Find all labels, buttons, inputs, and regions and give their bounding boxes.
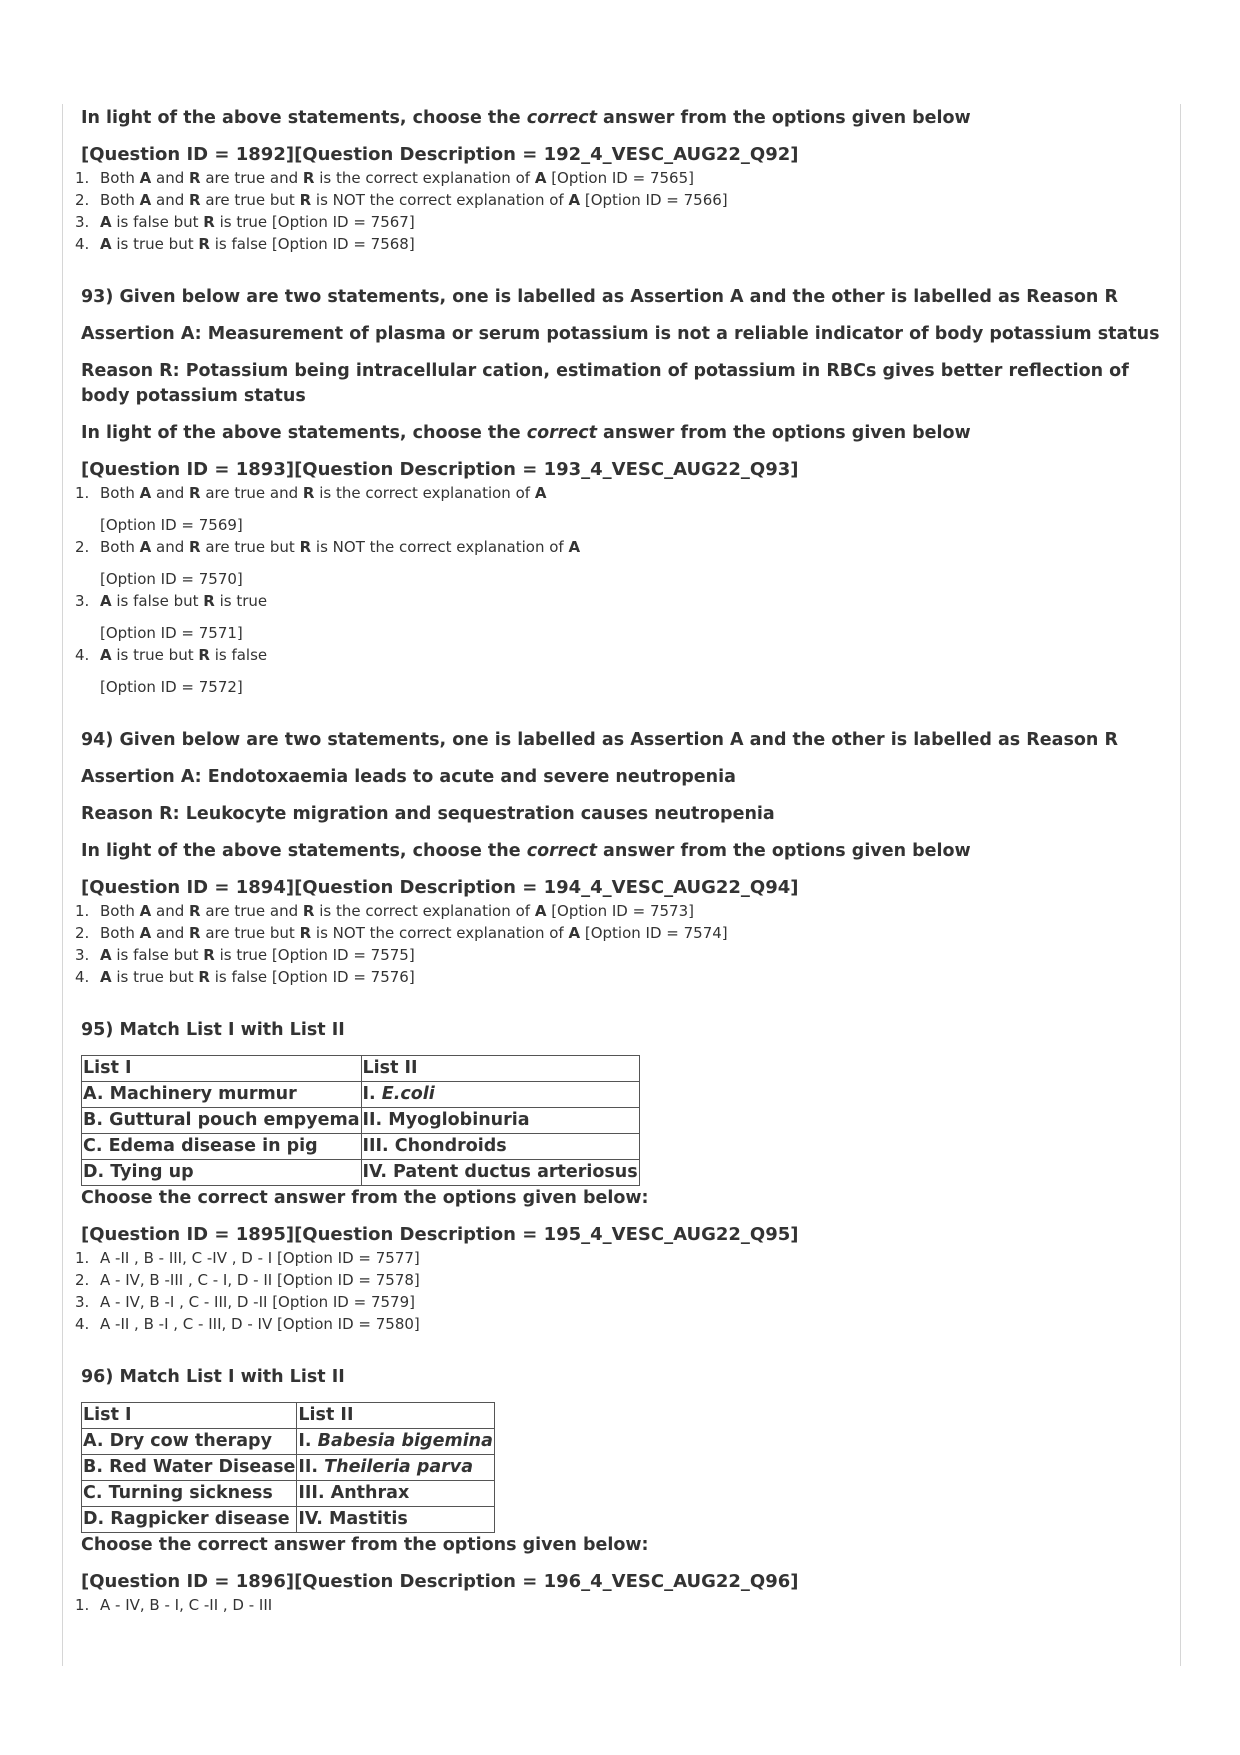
right-page-border [1180, 104, 1181, 1666]
table-cell: B. Guttural pouch empyema [82, 1108, 362, 1134]
table-cell: C. Turning sickness [82, 1481, 297, 1507]
question-heading: 95) Match List I with List II [81, 1020, 345, 1040]
table-cell: IV. Mastitis [297, 1507, 495, 1533]
question-id-line: [Question ID = 1893][Question Description = 193_4_VESC_AUG22_Q93] [81, 459, 799, 480]
question-95 [75, 1018, 1165, 1335]
option-item: 2. Both A and R are true but R is NOT the correct explanation of A [Option ID = 7566] [75, 191, 728, 209]
match-table [81, 1402, 495, 1533]
option-item: 2. Both A and R are true but R is NOT the correct explanation of A [Option ID = 7574] [75, 924, 728, 942]
table-row [82, 1134, 640, 1160]
table-cell: III. Anthrax [297, 1481, 495, 1507]
question-instruction: In light of the above statements, choose the correct answer from the options given below [81, 841, 971, 861]
option-item: 1. A - IV, B - I, C -II , D - III [75, 1596, 273, 1614]
table-header-cell: List II [297, 1403, 495, 1429]
option-item: 1. Both A and R are true and R is the correct explanation of A [Option ID = 7569] [75, 482, 1165, 536]
question-93 [75, 285, 1165, 698]
reason-text: Reason R: Potassium being intracellular cation, estimation of potassium in RBCs gives better reflection of body potassium status [81, 361, 1129, 406]
table-cell: II. Theileria parva [297, 1455, 495, 1481]
question-id-line: [Question ID = 1896][Question Description = 196_4_VESC_AUG22_Q96] [81, 1571, 799, 1592]
option-id: [Option ID = 7572] [100, 678, 243, 696]
option-item: 3. A - IV, B -I , C - III, D -II [Option ID = 7579] [75, 1293, 415, 1311]
question-paper [75, 106, 1165, 1616]
options-list [75, 1247, 1165, 1335]
option-item: 4. A is true but R is false [Option ID = 7576] [75, 968, 415, 986]
option-item: 1. A -II , B - III, C -IV , D - I [Option ID = 7577] [75, 1249, 420, 1267]
table-cell: II. Myoglobinuria [361, 1108, 639, 1134]
table-cell: C. Edema disease in pig [82, 1134, 362, 1160]
question-instruction: In light of the above statements, choose the correct answer from the options given below [81, 108, 971, 128]
table-row [82, 1082, 640, 1108]
options-list [75, 482, 1165, 698]
match-table [81, 1055, 640, 1186]
question-id-line: [Question ID = 1892][Question Description = 192_4_VESC_AUG22_Q92] [81, 144, 799, 165]
option-item: 3. A is false but R is true [Option ID = 7571] [75, 590, 1165, 644]
option-item: 4. A is true but R is false [Option ID = 7568] [75, 235, 415, 253]
option-item: 3. A is false but R is true [Option ID = 7575] [75, 946, 415, 964]
option-item: 2. Both A and R are true but R is NOT the correct explanation of A [Option ID = 7570] [75, 536, 1165, 590]
option-id: [Option ID = 7571] [100, 624, 243, 642]
assertion-text: Assertion A: Measurement of plasma or serum potassium is not a reliable indicator of body potassium status [81, 324, 1160, 344]
table-cell: IV. Patent ductus arteriosus [361, 1160, 639, 1186]
question-id-line: [Question ID = 1895][Question Description = 195_4_VESC_AUG22_Q95] [81, 1224, 799, 1245]
table-row [82, 1507, 495, 1533]
table-row [82, 1481, 495, 1507]
table-header-cell: List I [82, 1403, 297, 1429]
option-id: [Option ID = 7570] [100, 570, 243, 588]
question-96 [75, 1365, 1165, 1616]
assertion-text: Assertion A: Endotoxaemia leads to acute and severe neutropenia [81, 767, 736, 787]
question-94 [75, 728, 1165, 988]
left-page-border [62, 104, 63, 1666]
table-row [82, 1455, 495, 1481]
table-header-cell: List II [361, 1056, 639, 1082]
table-cell: I. E.coli [361, 1082, 639, 1108]
options-list [75, 900, 1165, 988]
option-item: 4. A is true but R is false [Option ID = 7572] [75, 644, 1165, 698]
options-list [75, 167, 1165, 255]
question-id-line: [Question ID = 1894][Question Description = 194_4_VESC_AUG22_Q94] [81, 877, 799, 898]
table-cell: B. Red Water Disease [82, 1455, 297, 1481]
option-id: [Option ID = 7569] [100, 516, 243, 534]
option-item: 3. A is false but R is true [Option ID = 7567] [75, 213, 415, 231]
table-row [82, 1429, 495, 1455]
question-92 [75, 106, 1165, 255]
option-item: 1. Both A and R are true and R is the correct explanation of A [Option ID = 7565] [75, 169, 694, 187]
table-row [82, 1108, 640, 1134]
table-cell: A. Machinery murmur [82, 1082, 362, 1108]
question-heading: 94) Given below are two statements, one is labelled as Assertion A and the other is labelled as Reason R [81, 730, 1118, 750]
question-heading: 93) Given below are two statements, one is labelled as Assertion A and the other is labelled as Reason R [81, 287, 1118, 307]
option-item: 1. Both A and R are true and R is the correct explanation of A [Option ID = 7573] [75, 902, 694, 920]
choose-instruction: Choose the correct answer from the options given below: [81, 1188, 649, 1208]
options-list [75, 1594, 1165, 1616]
table-cell: D. Tying up [82, 1160, 362, 1186]
table-header-cell: List I [82, 1056, 362, 1082]
table-cell: A. Dry cow therapy [82, 1429, 297, 1455]
table-header-row [82, 1056, 640, 1082]
question-instruction: In light of the above statements, choose the correct answer from the options given below [81, 423, 971, 443]
table-row [82, 1160, 640, 1186]
table-cell: III. Chondroids [361, 1134, 639, 1160]
table-cell: D. Ragpicker disease [82, 1507, 297, 1533]
option-item: 4. A -II , B -I , C - III, D - IV [Option ID = 7580] [75, 1315, 420, 1333]
reason-text: Reason R: Leukocyte migration and sequestration causes neutropenia [81, 804, 775, 824]
choose-instruction: Choose the correct answer from the options given below: [81, 1535, 649, 1555]
table-header-row [82, 1403, 495, 1429]
option-item: 2. A - IV, B -III , C - I, D - II [Option ID = 7578] [75, 1271, 420, 1289]
table-cell: I. Babesia bigemina [297, 1429, 495, 1455]
question-heading: 96) Match List I with List II [81, 1367, 345, 1387]
